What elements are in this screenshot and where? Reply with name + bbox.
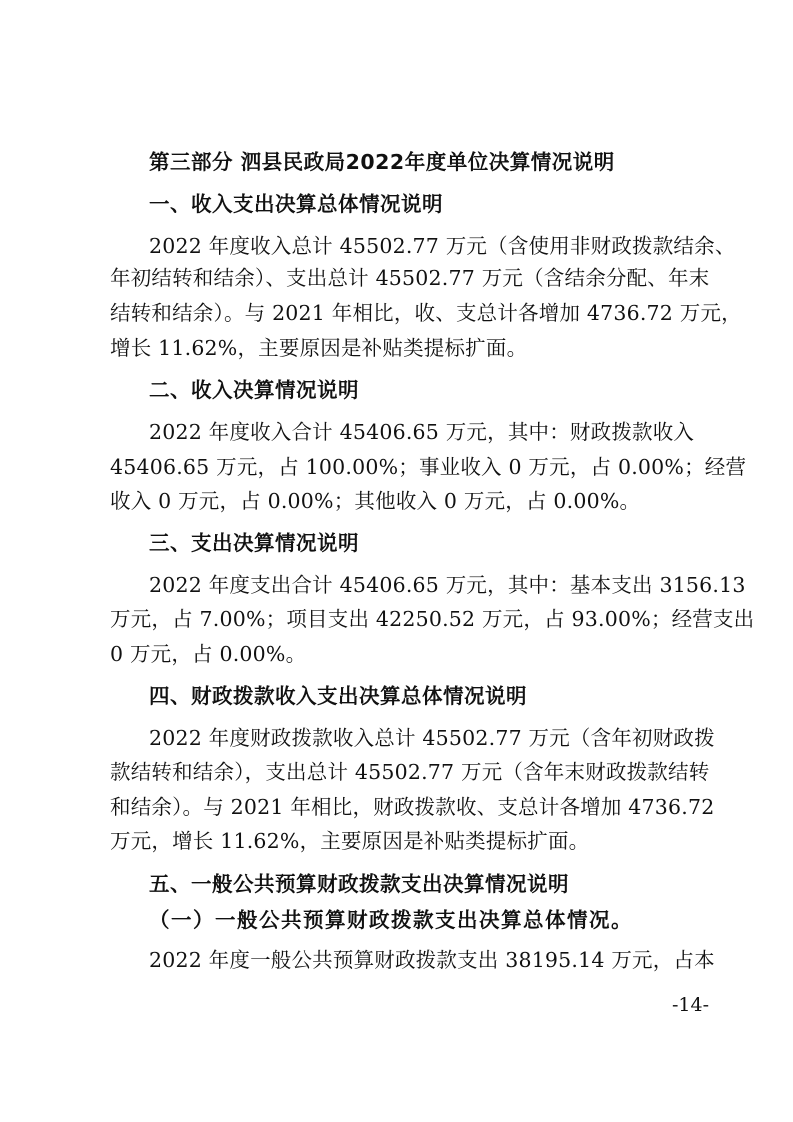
paragraph-line: 0 万元，占 0.00%。 [110,642,307,666]
paragraph-line: 收入 0 万元，占 0.00%；其他收入 0 万元，占 0.00%。 [110,489,641,513]
subsection-heading: （一）一般公共预算财政拨款支出决算总体情况。 [149,908,633,932]
paragraph-line: 2022 年度收入合计 45406.65 万元，其中：财政拨款收入 [149,420,695,444]
paragraph-line: 2022 年度财政拨款收入总计 45502.77 万元（含年初财政拨 [149,726,715,750]
paragraph-line: 年初结转和结余）、支出总计 45502.77 万元（含结余分配、年末 [110,266,710,290]
part-title: 第三部分 泗县民政局2022年度单位决算情况说明 [149,150,615,174]
paragraph-line: 万元，增长 11.62%，主要原因是补贴类提标扩面。 [110,829,590,853]
page-number-text: -14- [671,994,709,1016]
section-heading-1: 一、收入支出决算总体情况说明 [149,192,443,216]
paragraph-line: 45406.65 万元，占 100.00%；事业收入 0 万元，占 0.00%；经营 [110,455,747,479]
paragraph-line: 万元，占 7.00%；项目支出 42250.52 万元，占 93.00%；经营支出 [110,607,755,631]
section-heading-2: 二、收入决算情况说明 [149,378,359,402]
section-heading-3: 三、支出决算情况说明 [149,531,359,555]
paragraph-line: 2022 年度收入总计 45502.77 万元（含使用非财政拨款结余、 [149,234,736,258]
paragraph-line: 和结余）。与 2021 年相比，财政拨款收、支总计各增加 4736.72 [110,795,715,819]
paragraph-line: 2022 年度一般公共预算财政拨款支出 38195.14 万元，占本 [149,948,715,972]
paragraph-line: 款结转和结余），支出总计 45502.77 万元（含年末财政拨款结转 [110,760,710,784]
section-heading-4: 四、财政拨款收入支出决算总体情况说明 [149,684,527,708]
paragraph-line: 增长 11.62%，主要原因是补贴类提标扩面。 [110,336,528,360]
paragraph-line: 结转和结余）。与 2021 年相比，收、支总计各增加 4736.72 万元， [110,301,742,325]
section-heading-5: 五、一般公共预算财政拨款支出决算情况说明 [149,872,569,896]
paragraph-line: 2022 年度支出合计 45406.65 万元，其中：基本支出 3156.13 [149,573,746,597]
